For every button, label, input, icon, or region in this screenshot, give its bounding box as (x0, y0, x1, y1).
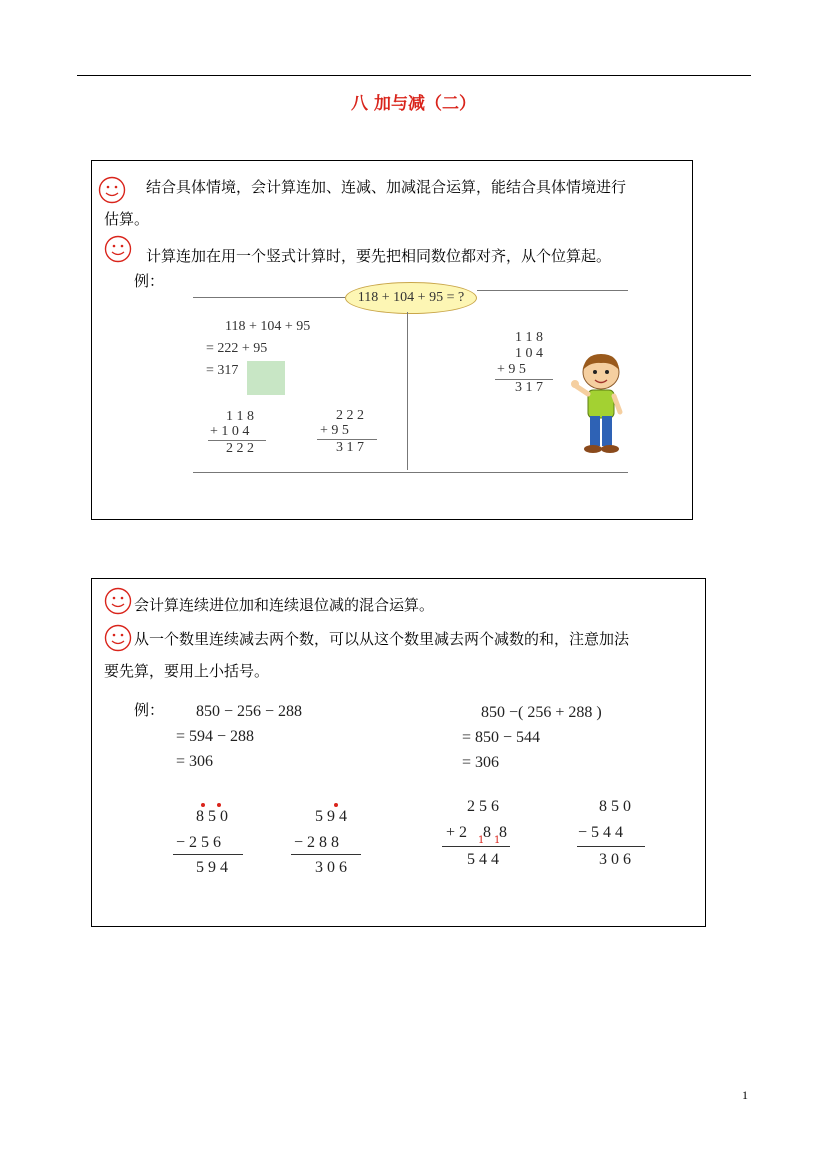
s1-point1-cont: 估算。 (104, 210, 150, 228)
s2-v1-top: 8 5 0 (196, 808, 228, 825)
page-title: 八 加与减（二） (351, 94, 476, 114)
figure-divider (407, 312, 408, 470)
s2-v3-res: 5 4 4 (467, 851, 499, 868)
step-3: = 317 (206, 363, 239, 378)
s2-v1-res: 5 9 4 (196, 859, 228, 876)
step-1: 118 + 104 + 95 (225, 319, 311, 334)
boy-illustration (568, 352, 630, 456)
v1-res: 2 2 2 (226, 441, 254, 456)
s2-v3-rule (442, 846, 510, 847)
question-bubble: 118 + 104 + 95 = ? (345, 282, 477, 314)
left-step-1: 850 − 256 − 288 (196, 703, 303, 720)
v1-top: 1 1 8 (226, 409, 254, 424)
s2-point1: 会计算连续进位加和连续退位减的混合运算。 (134, 596, 435, 614)
s2-v1-rule (173, 854, 243, 855)
v3-r2: 1 0 4 (515, 346, 543, 361)
smiley-icon (104, 235, 132, 263)
v3-r1: 1 1 8 (515, 330, 543, 345)
left-step-3: = 306 (176, 753, 214, 770)
v2-res: 3 1 7 (336, 440, 364, 455)
smiley-icon (104, 624, 132, 652)
s1-point1: 结合具体情境，会计算连加、连减、加减混合运算，能结合具体情境进行 (146, 178, 627, 196)
carry-mark: 1 (478, 835, 485, 846)
highlight-box (247, 361, 285, 395)
s2-v4-rule (577, 846, 645, 847)
s2-v2-res: 3 0 6 (315, 859, 347, 876)
header-rule (77, 75, 751, 76)
right-step-2: = 850 − 544 (462, 729, 541, 746)
s2-v4-mid: − 5 4 4 (578, 824, 624, 841)
v3-r3: + 9 5 (497, 362, 526, 377)
right-step-1: 850 −( 256 + 288 ) (481, 704, 602, 721)
s2-point2-cont: 要先算，要用上小括号。 (104, 662, 270, 680)
s1-example-label: 例： (134, 272, 165, 290)
s2-v4-top: 8 5 0 (599, 798, 631, 815)
s2-v3-mid-c: 8 (499, 824, 507, 841)
figure-top-line-right (477, 290, 628, 291)
v2-top: 2 2 2 (336, 408, 364, 423)
s2-point2: 从一个数里连续减去两个数，可以从这个数里减去两个减数的和，注意加法 (134, 630, 630, 648)
s2-example-label: 例： (134, 701, 165, 719)
s2-v3-mid-a: + 2 (446, 824, 468, 841)
s2-v3-mid-b: 8 (483, 824, 491, 841)
v2-mid: + 9 5 (320, 423, 349, 438)
s2-v2-top: 5 9 4 (315, 808, 347, 825)
carry-mark: 1 (494, 835, 501, 846)
smiley-icon (104, 587, 132, 615)
right-step-3: = 306 (462, 754, 500, 771)
page-number: 1 (742, 1088, 748, 1102)
figure-bottom-line (193, 472, 628, 473)
v1-mid: + 1 0 4 (210, 424, 250, 439)
v3-res: 3 1 7 (515, 380, 543, 395)
s2-v4-res: 3 0 6 (599, 851, 631, 868)
s2-v2-mid: − 2 8 8 (294, 834, 340, 851)
s2-v1-mid: − 2 5 6 (176, 834, 222, 851)
step-2: = 222 + 95 (206, 341, 268, 356)
figure-top-line-left (193, 297, 345, 298)
s2-v3-top: 2 5 6 (467, 798, 499, 815)
s1-point2: 计算连加在用一个竖式计算时，要先把相同数位都对齐，从个位算起。 (146, 247, 612, 265)
left-step-2: = 594 − 288 (176, 728, 255, 745)
section-box-1 (91, 160, 693, 520)
s2-v2-rule (291, 854, 361, 855)
smiley-icon (98, 176, 126, 204)
